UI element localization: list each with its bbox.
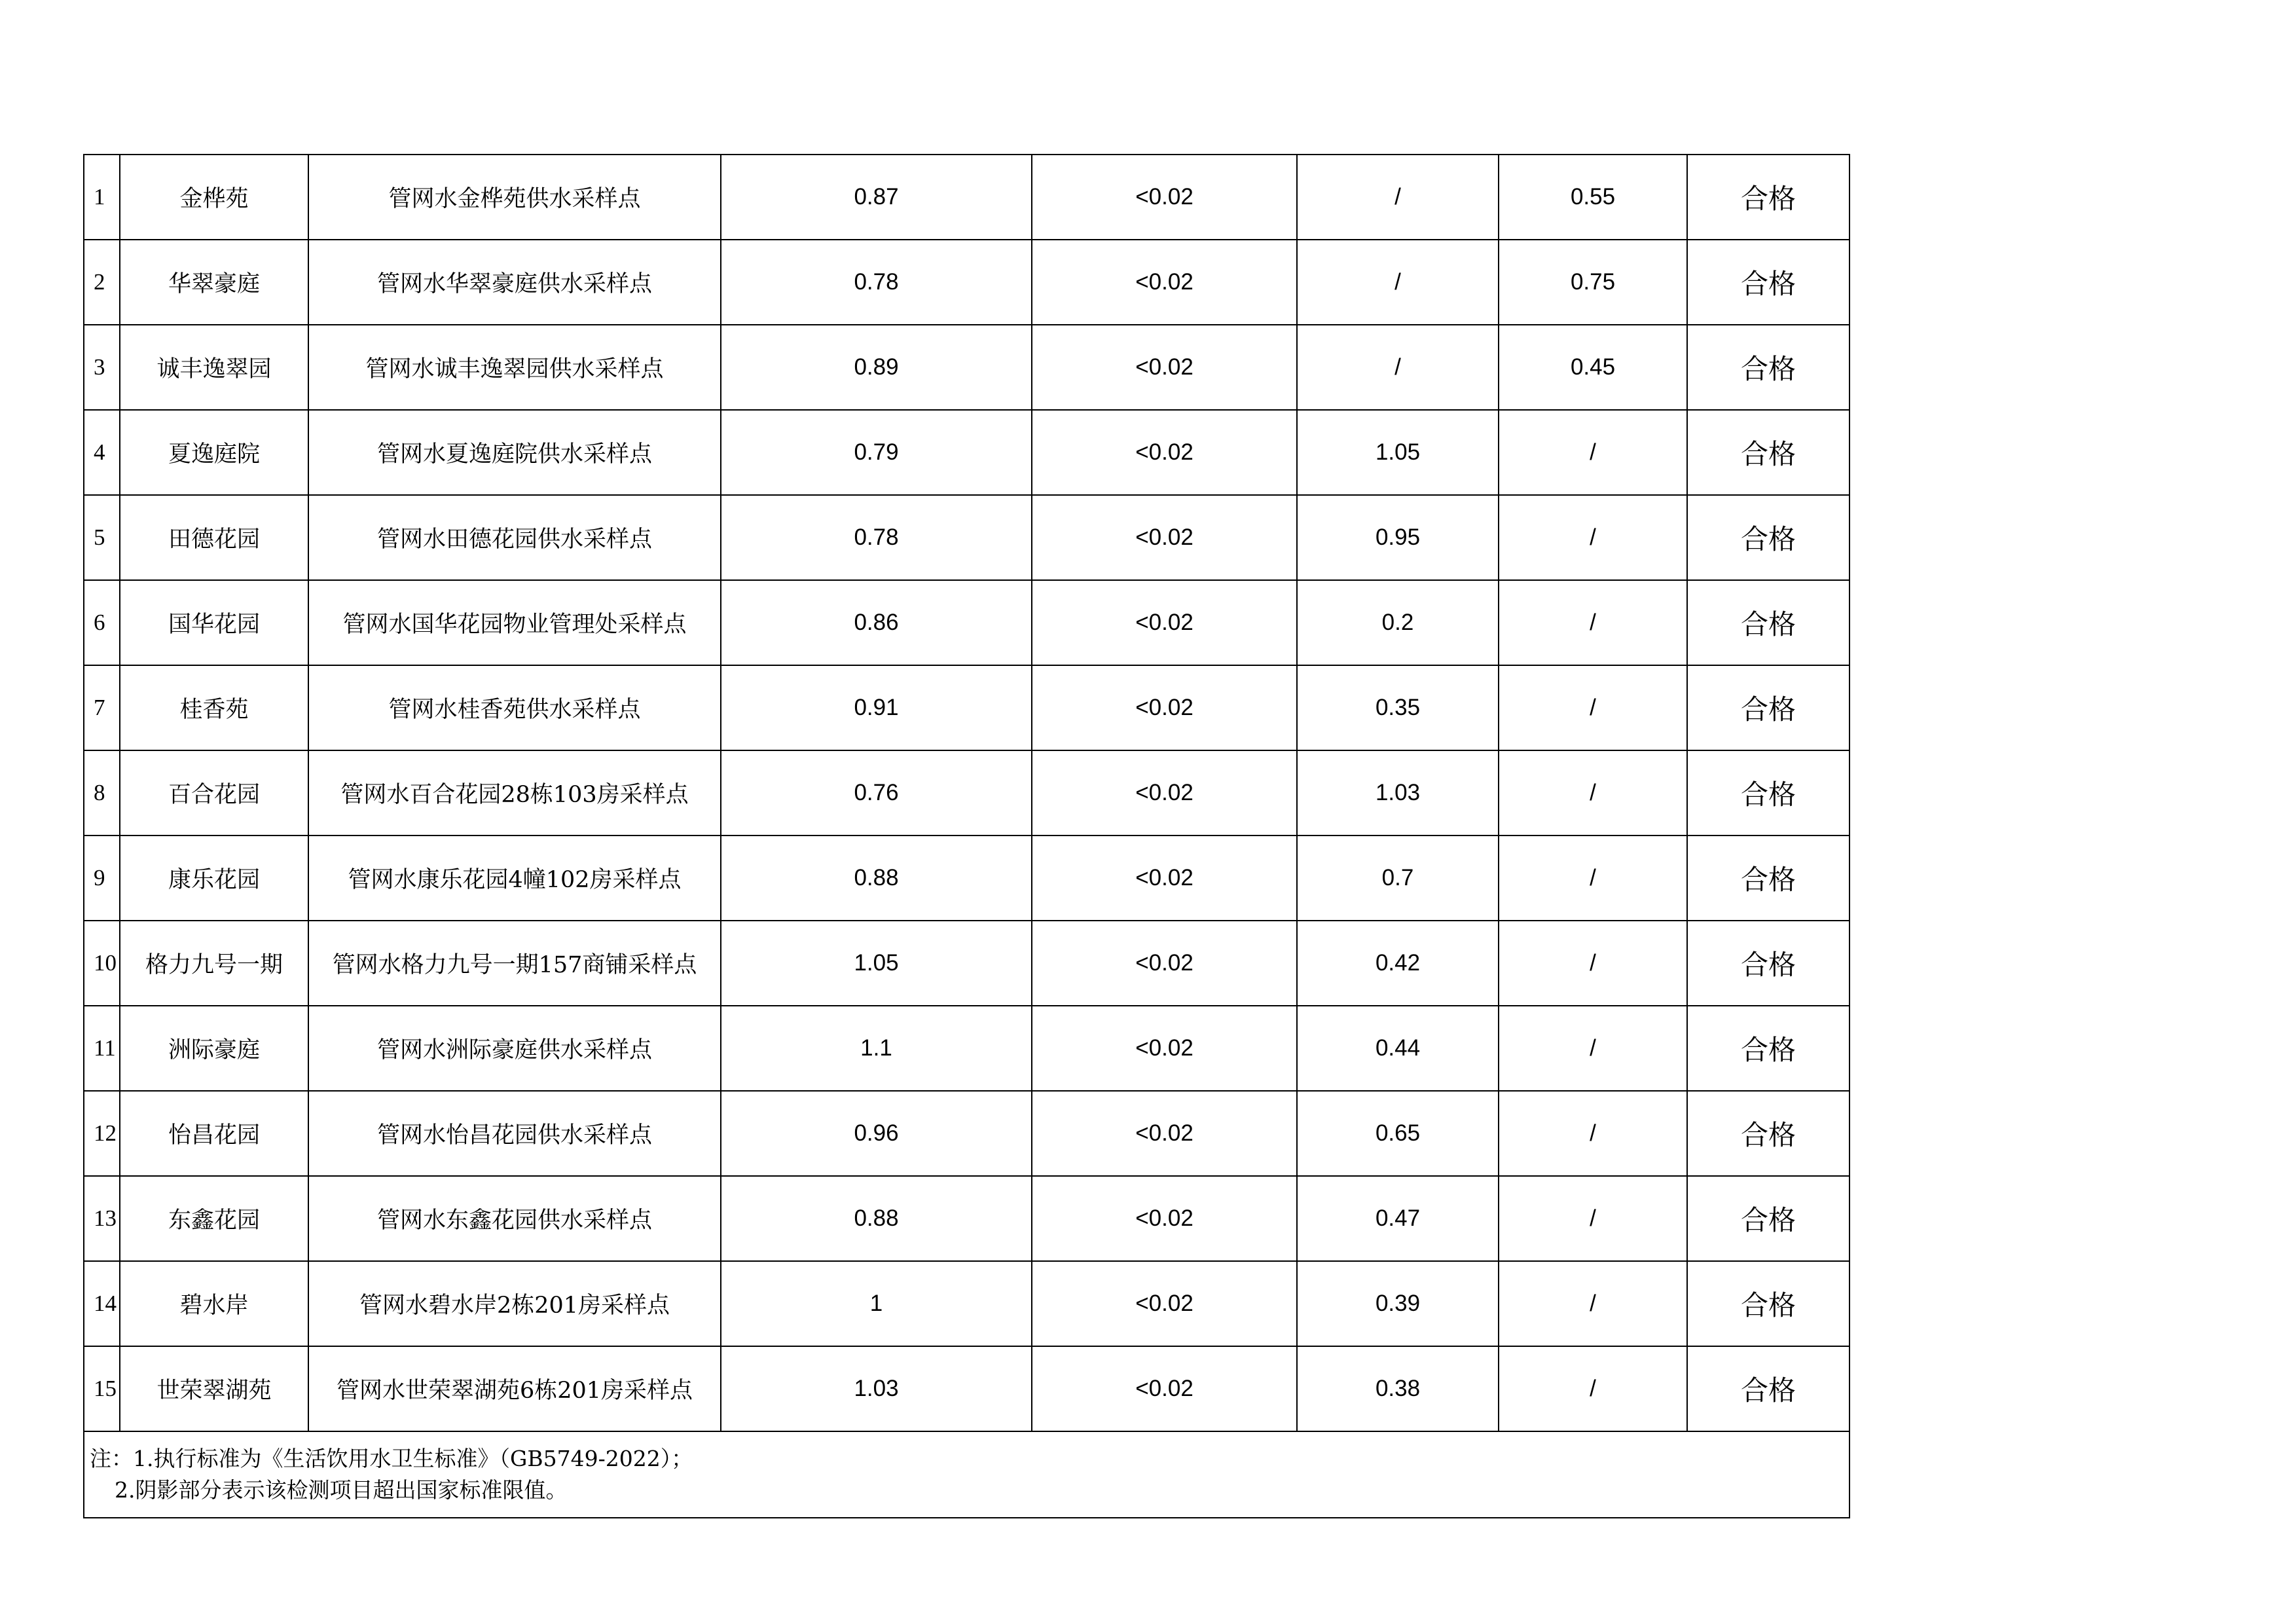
value-1-cell: 0.88 [721, 1176, 1032, 1261]
row-number-cell: 13 [84, 1176, 120, 1261]
row-number-cell: 15 [84, 1346, 120, 1431]
result-cell: 合格 [1687, 1261, 1850, 1346]
value-4-cell: / [1499, 921, 1687, 1006]
community-cell: 百合花园 [120, 750, 308, 836]
sampling-site-cell: 管网水田德花园供水采样点 [308, 495, 721, 580]
value-4-cell: / [1499, 1261, 1687, 1346]
value-1-cell: 0.87 [721, 155, 1032, 240]
note-line-1: 注：1.执行标准为《生活饮用水卫生标准》（GB5749-2022）； [90, 1446, 693, 1472]
community-cell: 田德花园 [120, 495, 308, 580]
row-number-cell: 6 [84, 580, 120, 665]
value-3-cell: 0.95 [1297, 495, 1499, 580]
value-2-cell: <0.02 [1032, 836, 1297, 921]
table-row [84, 665, 1850, 750]
value-4-cell: 0.75 [1499, 240, 1687, 325]
result-cell: 合格 [1687, 1091, 1850, 1176]
value-2-cell: <0.02 [1032, 240, 1297, 325]
community-cell: 东鑫花园 [120, 1176, 308, 1261]
sampling-site-cell: 管网水康乐花园4幢102房采样点 [308, 836, 721, 921]
table-row [84, 325, 1850, 410]
sampling-site-cell: 管网水夏逸庭院供水采样点 [308, 410, 721, 495]
row-number-cell: 10 [84, 921, 120, 1006]
value-4-cell: / [1499, 1091, 1687, 1176]
value-2-cell: <0.02 [1032, 1176, 1297, 1261]
value-1-cell: 0.96 [721, 1091, 1032, 1176]
value-4-cell: / [1499, 1346, 1687, 1431]
community-cell: 金桦苑 [120, 155, 308, 240]
value-1-cell: 1.05 [721, 921, 1032, 1006]
value-1-cell: 1 [721, 1261, 1032, 1346]
value-1-cell: 1.03 [721, 1346, 1032, 1431]
value-4-cell: / [1499, 495, 1687, 580]
note-line-2: 2.阴影部分表示该检测项目超出国家标准限值。 [115, 1477, 568, 1503]
table-row [84, 1006, 1850, 1091]
value-1-cell: 0.86 [721, 580, 1032, 665]
table-row [84, 1261, 1850, 1346]
value-4-cell: / [1499, 410, 1687, 495]
value-2-cell: <0.02 [1032, 410, 1297, 495]
row-number-cell: 5 [84, 495, 120, 580]
value-2-cell: <0.02 [1032, 921, 1297, 1006]
row-number-cell: 9 [84, 836, 120, 921]
sampling-site-cell: 管网水华翠豪庭供水采样点 [308, 240, 721, 325]
value-3-cell: 0.44 [1297, 1006, 1499, 1091]
result-cell: 合格 [1687, 665, 1850, 750]
community-cell: 诚丰逸翠园 [120, 325, 308, 410]
value-4-cell: 0.45 [1499, 325, 1687, 410]
value-3-cell: 0.7 [1297, 836, 1499, 921]
community-cell: 桂香苑 [120, 665, 308, 750]
row-number-cell: 12 [84, 1091, 120, 1176]
row-number-cell: 8 [84, 750, 120, 836]
table-row [84, 750, 1850, 836]
value-4-cell: / [1499, 665, 1687, 750]
value-3-cell: 0.65 [1297, 1091, 1499, 1176]
community-cell: 夏逸庭院 [120, 410, 308, 495]
note-row [84, 1431, 1850, 1518]
community-cell: 碧水岸 [120, 1261, 308, 1346]
value-3-cell: 1.05 [1297, 410, 1499, 495]
community-cell: 国华花园 [120, 580, 308, 665]
value-3-cell: 0.42 [1297, 921, 1499, 1006]
sampling-site-cell: 管网水诚丰逸翠园供水采样点 [308, 325, 721, 410]
note-cell [84, 1431, 1850, 1518]
sampling-site-cell: 管网水金桦苑供水采样点 [308, 155, 721, 240]
value-2-cell: <0.02 [1032, 1006, 1297, 1091]
result-cell: 合格 [1687, 240, 1850, 325]
community-cell: 世荣翠湖苑 [120, 1346, 308, 1431]
community-cell: 格力九号一期 [120, 921, 308, 1006]
result-cell: 合格 [1687, 495, 1850, 580]
value-4-cell: 0.55 [1499, 155, 1687, 240]
table-row [84, 836, 1850, 921]
value-1-cell: 0.76 [721, 750, 1032, 836]
value-2-cell: <0.02 [1032, 325, 1297, 410]
result-cell: 合格 [1687, 155, 1850, 240]
value-2-cell: <0.02 [1032, 750, 1297, 836]
table-row [84, 1346, 1850, 1431]
row-number-cell: 4 [84, 410, 120, 495]
table-row [84, 240, 1850, 325]
table-row [84, 410, 1850, 495]
row-number-cell: 2 [84, 240, 120, 325]
sampling-site-cell: 管网水洲际豪庭供水采样点 [308, 1006, 721, 1091]
value-1-cell: 0.79 [721, 410, 1032, 495]
sampling-site-cell: 管网水桂香苑供水采样点 [308, 665, 721, 750]
value-2-cell: <0.02 [1032, 495, 1297, 580]
sampling-site-cell: 管网水格力九号一期157商铺采样点 [308, 921, 721, 1006]
sampling-site-cell: 管网水碧水岸2栋201房采样点 [308, 1261, 721, 1346]
sampling-site-cell: 管网水怡昌花园供水采样点 [308, 1091, 721, 1176]
table-row [84, 1176, 1850, 1261]
result-cell: 合格 [1687, 1006, 1850, 1091]
result-cell: 合格 [1687, 921, 1850, 1006]
table-row [84, 921, 1850, 1006]
value-1-cell: 0.88 [721, 836, 1032, 921]
value-2-cell: <0.02 [1032, 155, 1297, 240]
value-4-cell: / [1499, 1176, 1687, 1261]
result-cell: 合格 [1687, 580, 1850, 665]
value-3-cell: 0.39 [1297, 1261, 1499, 1346]
result-cell: 合格 [1687, 1346, 1850, 1431]
value-4-cell: / [1499, 1006, 1687, 1091]
value-1-cell: 0.78 [721, 495, 1032, 580]
sampling-site-cell: 管网水百合花园28栋103房采样点 [308, 750, 721, 836]
result-cell: 合格 [1687, 325, 1850, 410]
row-number-cell: 14 [84, 1261, 120, 1346]
value-3-cell: 1.03 [1297, 750, 1499, 836]
community-cell: 康乐花园 [120, 836, 308, 921]
value-3-cell: / [1297, 155, 1499, 240]
value-3-cell: / [1297, 240, 1499, 325]
value-3-cell: 0.2 [1297, 580, 1499, 665]
table-row [84, 1091, 1850, 1176]
row-number-cell: 11 [84, 1006, 120, 1091]
sampling-site-cell: 管网水东鑫花园供水采样点 [308, 1176, 721, 1261]
sampling-site-cell: 管网水世荣翠湖苑6栋201房采样点 [308, 1346, 721, 1431]
value-1-cell: 0.89 [721, 325, 1032, 410]
value-4-cell: / [1499, 580, 1687, 665]
value-3-cell: 0.35 [1297, 665, 1499, 750]
row-number-cell: 3 [84, 325, 120, 410]
value-3-cell: 0.38 [1297, 1346, 1499, 1431]
value-2-cell: <0.02 [1032, 1346, 1297, 1431]
value-1-cell: 0.78 [721, 240, 1032, 325]
value-1-cell: 0.91 [721, 665, 1032, 750]
result-cell: 合格 [1687, 1176, 1850, 1261]
value-2-cell: <0.02 [1032, 580, 1297, 665]
community-cell: 华翠豪庭 [120, 240, 308, 325]
result-cell: 合格 [1687, 750, 1850, 836]
table-row [84, 580, 1850, 665]
community-cell: 洲际豪庭 [120, 1006, 308, 1091]
row-number-cell: 7 [84, 665, 120, 750]
result-cell: 合格 [1687, 836, 1850, 921]
value-3-cell: / [1297, 325, 1499, 410]
value-2-cell: <0.02 [1032, 1091, 1297, 1176]
value-1-cell: 1.1 [721, 1006, 1032, 1091]
value-2-cell: <0.02 [1032, 665, 1297, 750]
community-cell: 怡昌花园 [120, 1091, 308, 1176]
value-3-cell: 0.47 [1297, 1176, 1499, 1261]
row-number-cell: 1 [84, 155, 120, 240]
table-row [84, 495, 1850, 580]
table-row [84, 155, 1850, 240]
sampling-site-cell: 管网水国华花园物业管理处采样点 [308, 580, 721, 665]
result-cell: 合格 [1687, 410, 1850, 495]
value-4-cell: / [1499, 750, 1687, 836]
table-body [84, 155, 1850, 1431]
value-4-cell: / [1499, 836, 1687, 921]
water-quality-table [83, 154, 1850, 1518]
value-2-cell: <0.02 [1032, 1261, 1297, 1346]
